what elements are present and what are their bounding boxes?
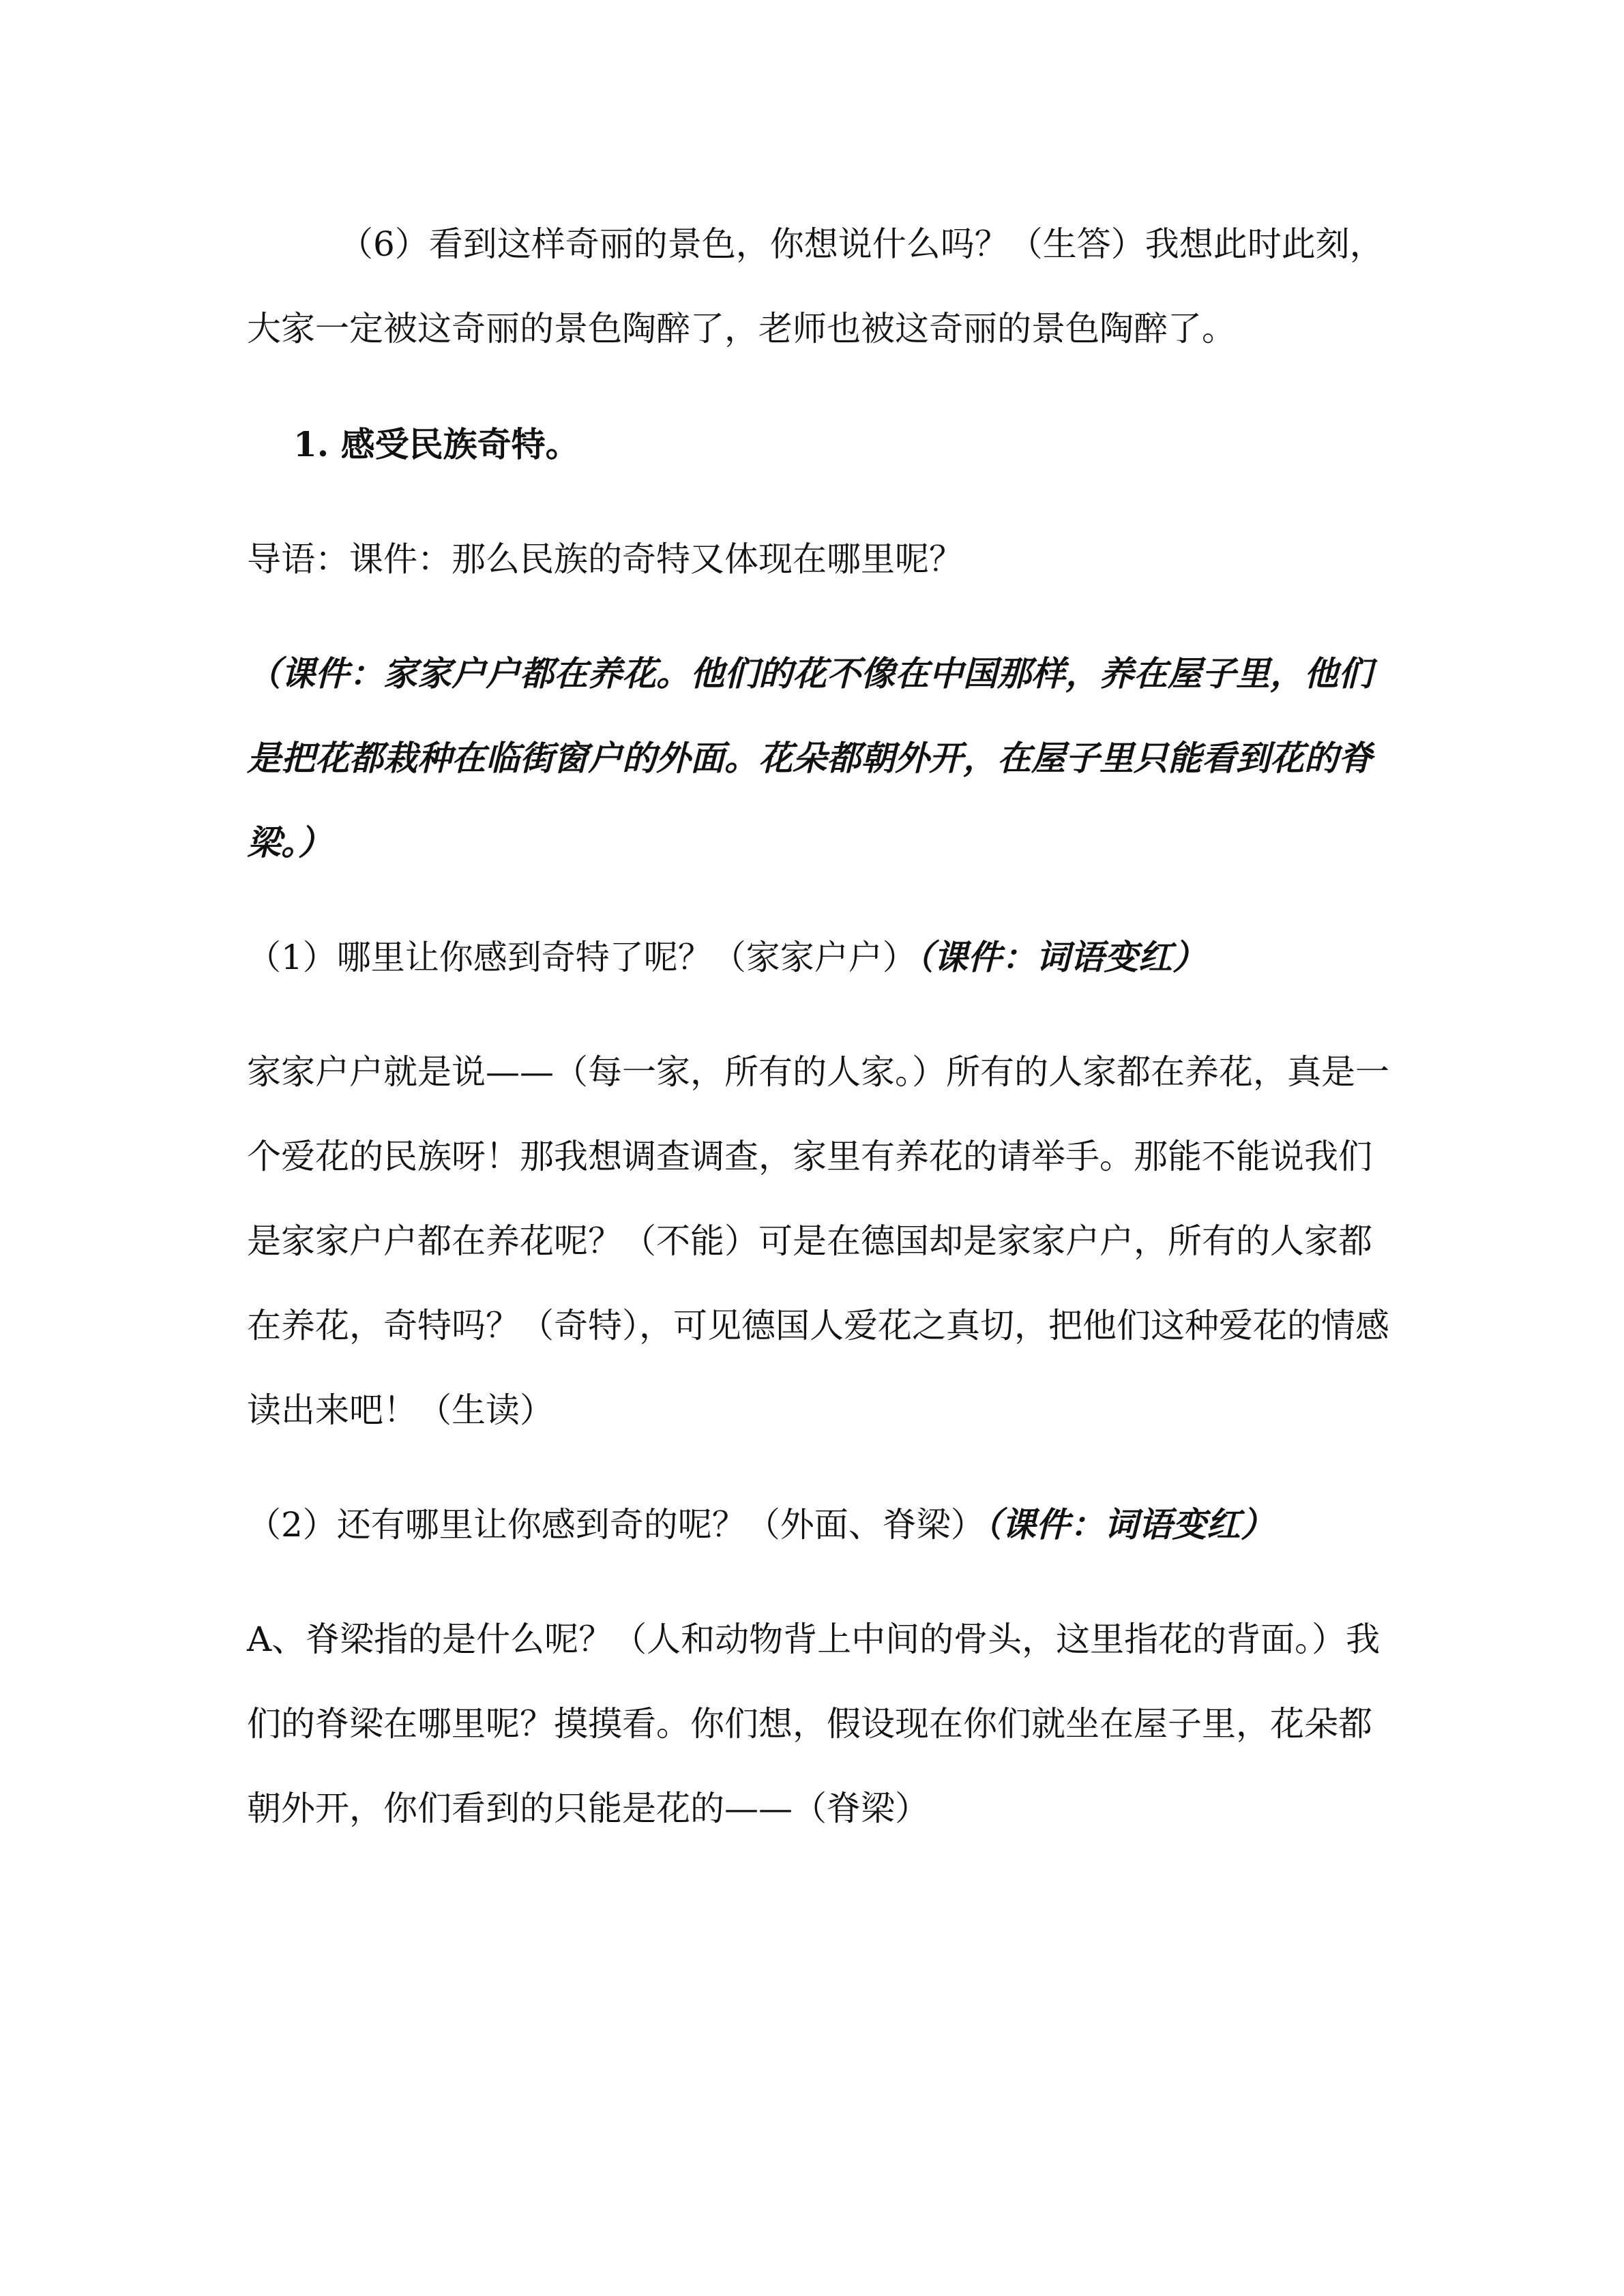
question-2-courseware-note: （课件：词语变红）: [984, 1504, 1275, 1545]
paragraph-lead-in: 导语：课件：那么民族的奇特又体现在哪里呢？: [247, 539, 963, 579]
paragraph-every-household: 家家户户就是说——（每一家，所有的人家。）所有的人家都在养花，真是一个爱花的民族呀！那我想调查调查，家里有养花的请举手。那能不能说我们是家家户户都在养花呢？（不能）可是在德国却是家家户户，所有的人家都在养花，奇特吗？（奇特），可见德国人爱花之真切，把他们这种爱花的情感读出来吧！（生读）: [247, 1052, 1389, 1430]
paragraph-question-2: [247, 1482, 1393, 1567]
question-1-courseware-note: （课件：词语变红）: [916, 937, 1207, 977]
section-heading-text: 感受民族奇特。: [340, 424, 580, 464]
paragraph-scenery-response: （6）看到这样奇丽的景色，你想说什么吗？（生答）我想此时此刻，大家一定被这奇丽的景色陶醉了，老师也被这奇丽的景色陶醉了。: [247, 224, 1384, 348]
question-2-text: （2）还有哪里让你感到奇的呢？（外面、脊梁）: [247, 1505, 985, 1545]
document-body: [247, 202, 1393, 1851]
section-heading-number: 1.: [293, 424, 329, 464]
paragraph-courseware-text: （课件：家家户户都在养花。他们的花不像在中国那样，养在屋子里，他们是把花都栽种在临街窗户的外面。花朵都朝外开，在屋子里只能看到花的脊梁。）: [247, 653, 1372, 863]
question-1-text: （1）哪里让你感到奇特了呢？（家家户户）: [247, 938, 917, 977]
section-heading: [247, 402, 1393, 487]
paragraph-question-1: [247, 915, 1393, 1000]
paragraph-spine-explanation: A、脊梁指的是什么呢？（人和动物背上中间的骨头，这里指花的背面。）我们的脊梁在哪里呢？摸摸看。你们想，假设现在你们就坐在屋子里，花朵都朝外开，你们看到的只能是花的——（脊梁）: [247, 1620, 1381, 1828]
